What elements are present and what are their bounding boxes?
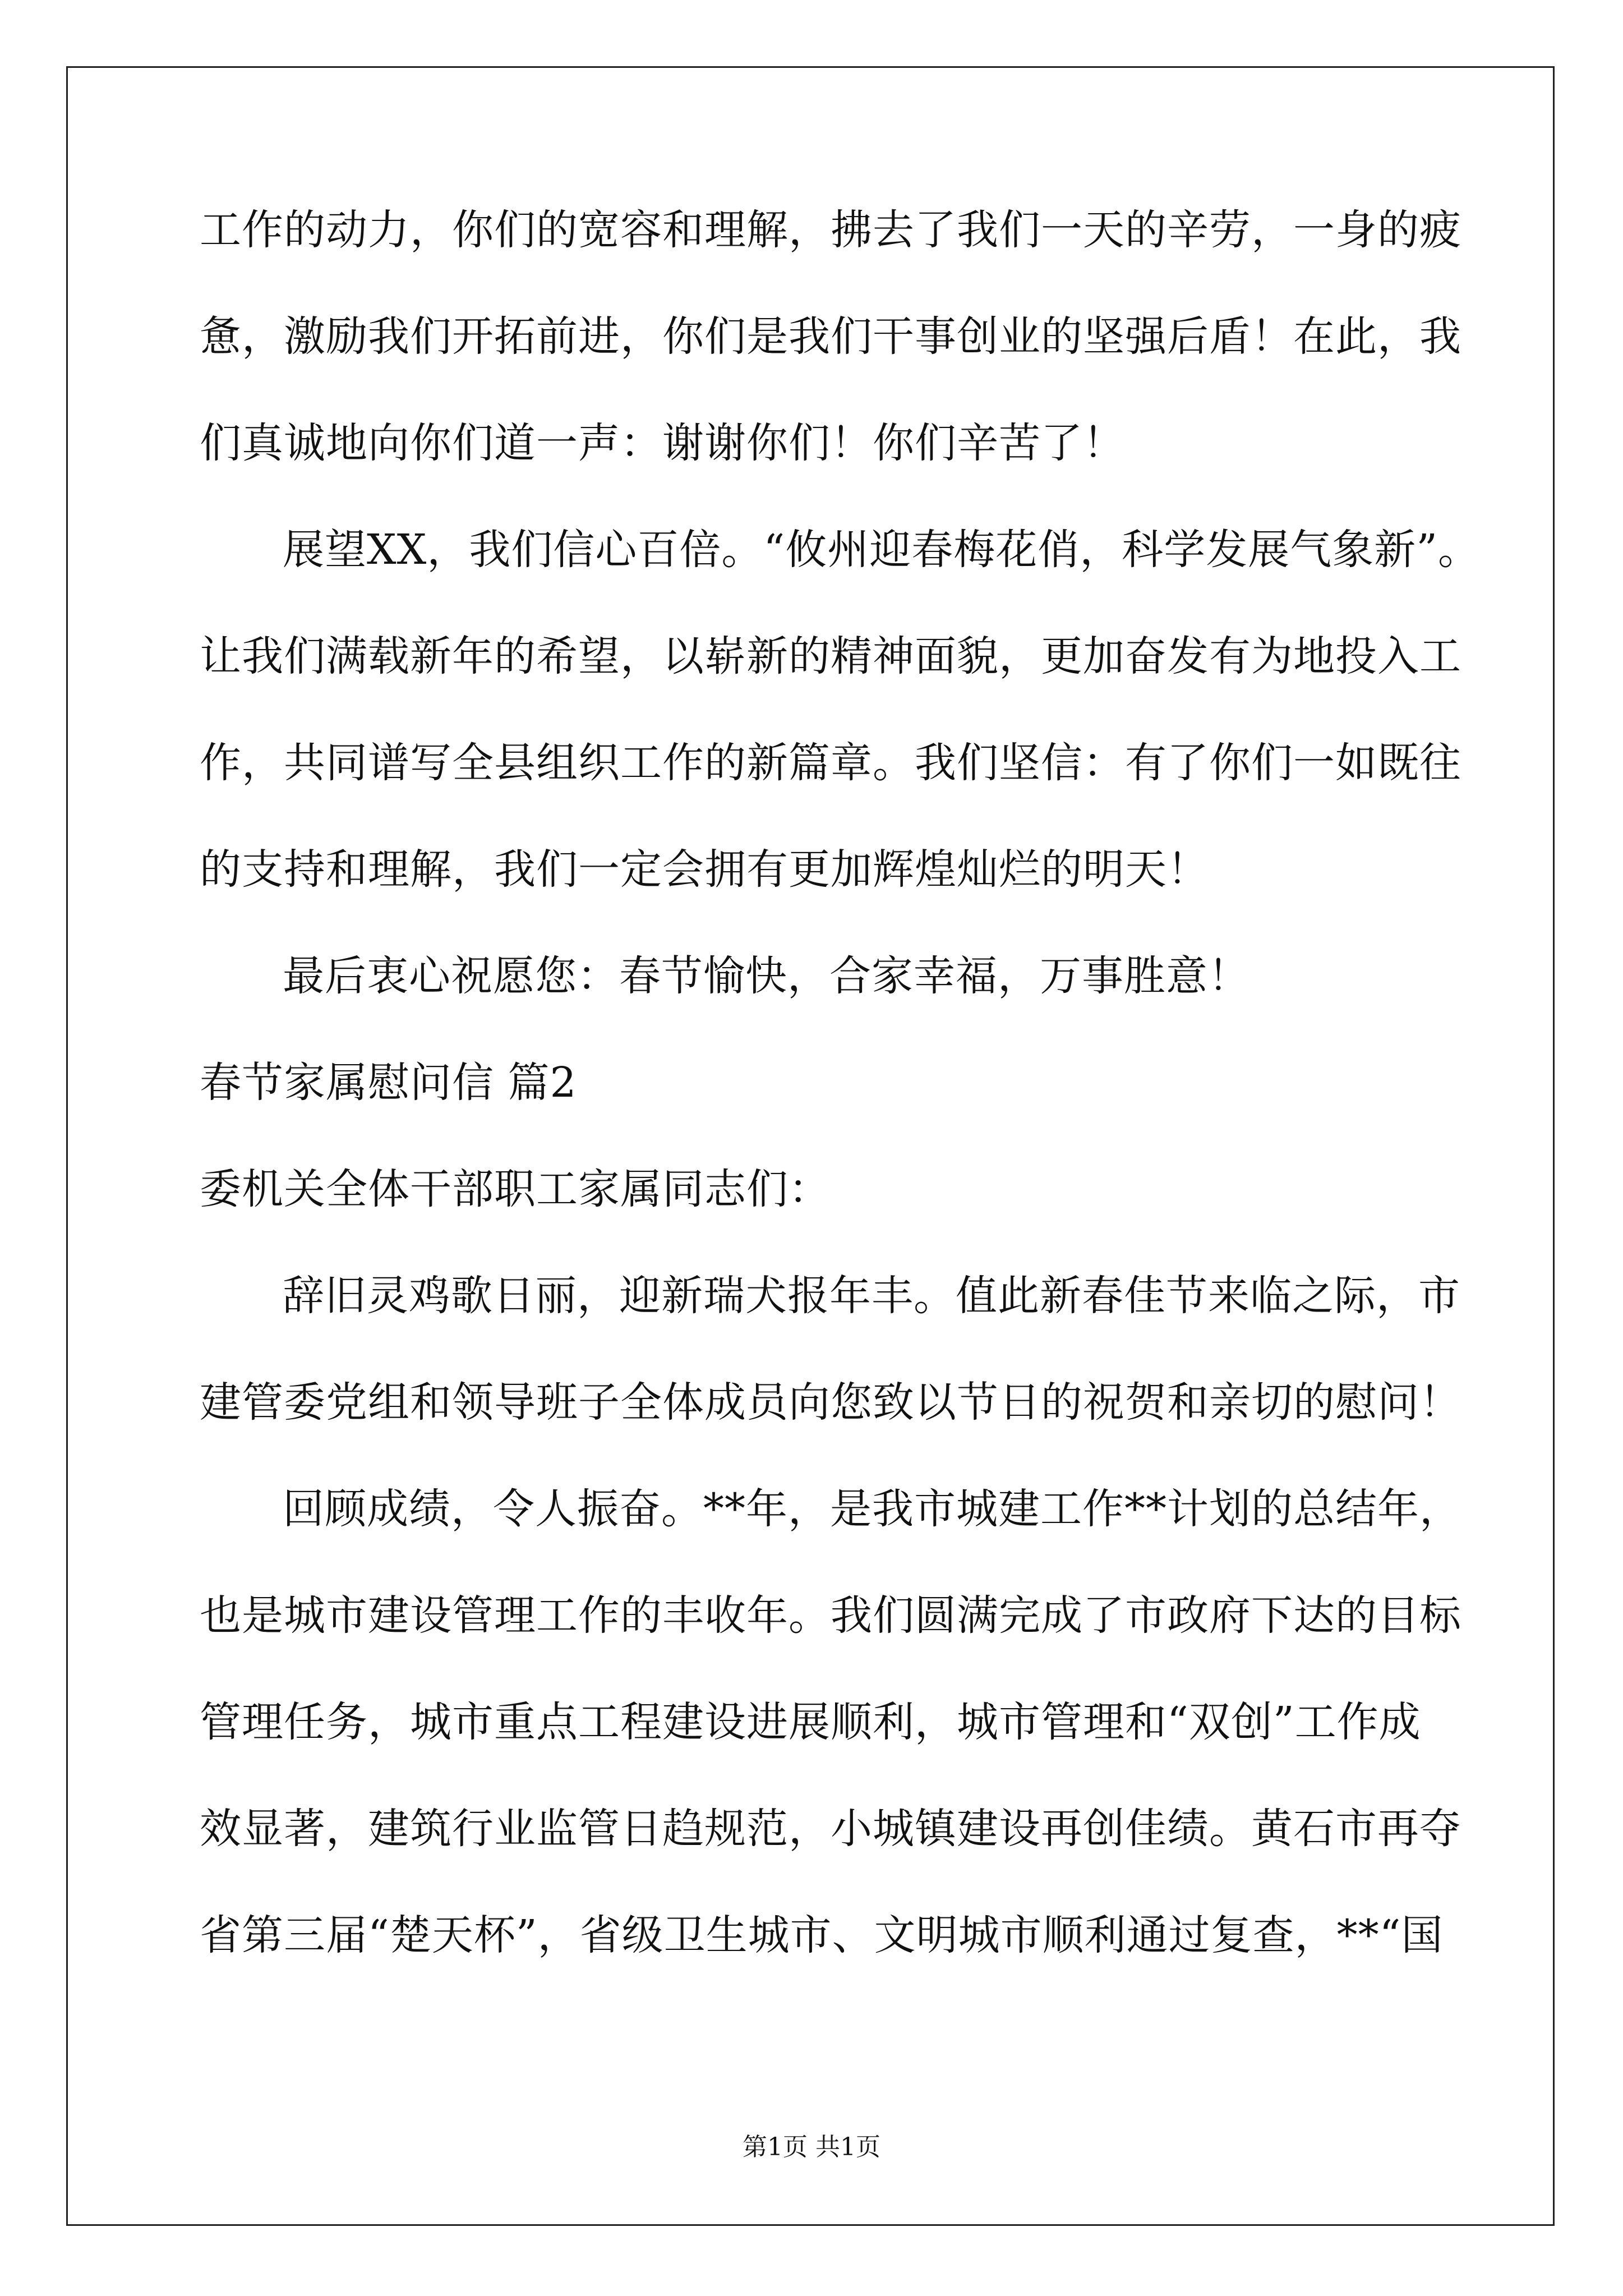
- text-line: 辞旧灵鸡歌日丽，迎新瑞犬报年丰。值此新春佳节来临之际，市: [283, 1272, 1460, 1320]
- text-line: 们真诚地向你们道一声：谢谢你们！你们辛苦了！: [200, 419, 1125, 467]
- text-line: 工作的动力，你们的宽容和理解，拂去了我们一天的辛劳，一身的疲: [200, 206, 1461, 254]
- section-heading: 春节家属慰问信 篇2: [200, 1059, 577, 1107]
- text-line: 的支持和理解，我们一定会拥有更加辉煌灿烂的明天！: [200, 845, 1209, 894]
- text-line: 惫，激励我们开拓前进，你们是我们干事创业的坚强后盾！在此，我: [200, 312, 1461, 361]
- text-line: 最后衷心祝愿您：春节愉快，合家幸福，万事胜意！: [283, 952, 1250, 1000]
- page-frame: [66, 66, 1555, 2226]
- salutation: 委机关全体干部职工家属同志们：: [200, 1165, 831, 1213]
- text-line: 让我们满载新年的希望，以崭新的精神面貌，更加奋发有为地投入工: [200, 632, 1461, 680]
- page-footer: 第1页 共1页: [743, 2133, 880, 2161]
- text-line: 展望XX，我们信心百倍。“攸州迎春梅花俏，科学发展气象新”。: [283, 526, 1481, 574]
- text-line: 也是城市建设管理工作的丰收年。我们圆满完成了市政府下达的目标: [200, 1591, 1461, 1640]
- text-line: 效显著，建筑行业监管日趋规范，小城镇建设再创佳绩。黄石市再夺: [200, 1805, 1461, 1853]
- text-line: 省第三届“楚天杯”，省级卫生城市、文明城市顺利通过复查，**“国: [200, 1911, 1444, 1959]
- text-line: 回顾成绩，令人振奋。**年，是我市城建工作**计划的总结年，: [283, 1485, 1461, 1533]
- text-line: 管理任务，城市重点工程建设进展顺利，城市管理和“双创”工作成: [200, 1698, 1421, 1746]
- text-line: 作，共同谱写全县组织工作的新篇章。我们坚信：有了你们一如既往: [200, 739, 1461, 787]
- text-line: 建管委党组和领导班子全体成员向您致以节日的祝贺和亲切的慰问！: [200, 1378, 1461, 1427]
